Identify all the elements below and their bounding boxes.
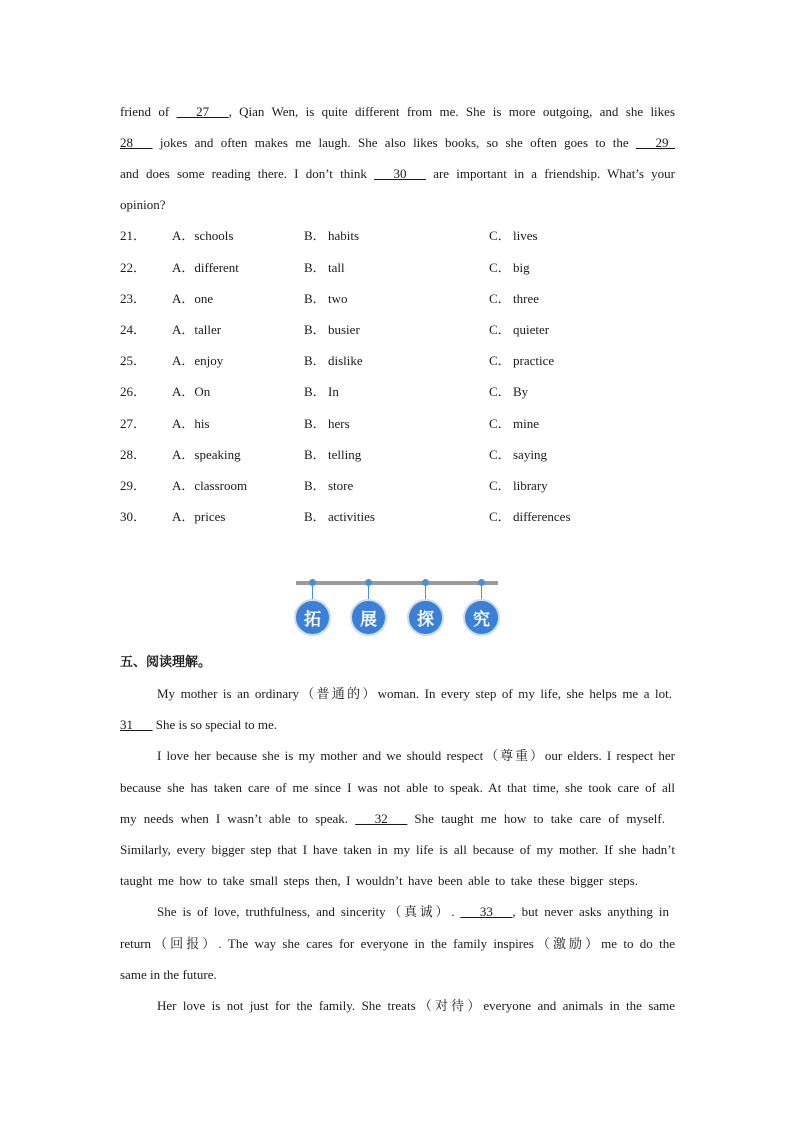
option-b: tall	[328, 260, 345, 275]
option-c: quieter	[513, 322, 550, 337]
option-a: A．speaking	[172, 447, 241, 462]
option-b-letter: B．	[304, 322, 326, 337]
option-c-letter: C．	[489, 509, 511, 524]
question-row	[120, 447, 680, 463]
option-c-letter: C．	[489, 260, 511, 275]
option-c: lives	[513, 228, 538, 243]
option-b: dislike	[328, 353, 363, 368]
blank-27: ___27___	[176, 104, 229, 119]
blank-32: ___32___	[355, 811, 408, 826]
blank-33: ___33___	[460, 904, 513, 919]
passage-line: 31___ She is so special to me.	[120, 717, 278, 732]
passage-line: taught me how to take small steps then, I wouldn’t have been able to take these bigger steps.	[120, 873, 638, 888]
option-b-letter: B．	[304, 447, 326, 462]
option-a: A．enjoy	[172, 353, 224, 368]
option-c-letter: C．	[489, 322, 511, 337]
option-b: telling	[328, 447, 362, 462]
option-b-letter: B．	[304, 260, 326, 275]
option-c: three	[513, 291, 539, 306]
option-b: In	[328, 384, 339, 399]
passage-line: Similarly, every bigger step that I have taken in my life is all because of my mother. If she hadn’t	[120, 842, 675, 857]
blank-31: 31___	[120, 717, 153, 732]
option-c: differences	[513, 509, 571, 524]
blank-29: ___29_	[636, 135, 675, 150]
question-row	[120, 322, 680, 338]
question-number: 22．	[120, 260, 147, 275]
option-b-letter: B．	[304, 228, 326, 243]
option-b-letter: B．	[304, 384, 326, 399]
banner-stem	[368, 586, 369, 600]
blank-28: 28___	[120, 135, 153, 150]
passage-line: because she has taken care of me since I was not able to speak. At that time, she took care of all	[120, 780, 675, 795]
question-number: 28．	[120, 447, 147, 462]
passage-line: My mother is an ordinary（普通的）woman. In every step of my life, she helps me a lot.	[157, 686, 672, 701]
banner-char: 探	[407, 599, 444, 636]
option-c: practice	[513, 353, 555, 368]
question-row	[120, 384, 680, 400]
question-row	[120, 509, 680, 525]
question-number: 30．	[120, 509, 147, 524]
passage-line: opinion?	[120, 197, 166, 212]
option-c-letter: C．	[489, 353, 511, 368]
question-number: 27．	[120, 416, 147, 431]
passage-line: friend of ___27___, Qian Wen, is quite different from me. She is more outgoing, and she likes	[120, 104, 675, 119]
passage-line: my needs when I wasn’t able to speak. ___32___ She taught me how to take care of myself.	[120, 811, 666, 826]
option-a: A．one	[172, 291, 214, 306]
passage-line: return（回报）. The way she cares for everyone in the family inspires（激励）me to do the	[120, 936, 675, 951]
option-b-letter: B．	[304, 291, 326, 306]
option-c-letter: C．	[489, 291, 511, 306]
question-number: 23．	[120, 291, 147, 306]
banner-char: 究	[463, 599, 500, 636]
option-a: A．taller	[172, 322, 222, 337]
question-number: 25．	[120, 353, 147, 368]
blank-30: ___30___	[374, 166, 427, 181]
passage-line: She is of love, truthfulness, and sincerity（真诚）. ___33___, but never asks anything in	[157, 904, 669, 919]
option-c: big	[513, 260, 530, 275]
banner-stem	[481, 586, 482, 600]
question-number: 29．	[120, 478, 147, 493]
option-b-letter: B．	[304, 353, 326, 368]
option-a: A．his	[172, 416, 210, 431]
option-b: busier	[328, 322, 360, 337]
question-number: 26．	[120, 384, 147, 399]
banner-bar	[296, 581, 498, 585]
option-a: A．prices	[172, 509, 226, 524]
passage-line: and does some reading there. I don’t think ___30___ are important in a friendship. What’s your	[120, 166, 675, 181]
banner-dot-icon	[422, 579, 429, 586]
passage-line: Her love is not just for the family. She treats（对待）everyone and animals in the same	[157, 998, 675, 1013]
question-row	[120, 260, 680, 276]
option-c-letter: C．	[489, 228, 511, 243]
question-row	[120, 228, 680, 244]
option-a: A．On	[172, 384, 211, 399]
option-c-letter: C．	[489, 384, 511, 399]
option-b: activities	[328, 509, 375, 524]
option-b: hers	[328, 416, 350, 431]
question-number: 21．	[120, 228, 147, 243]
option-c: saying	[513, 447, 547, 462]
question-row	[120, 416, 680, 432]
section-banner	[296, 578, 498, 636]
option-c-letter: C．	[489, 416, 511, 431]
option-b-letter: B．	[304, 416, 326, 431]
option-c-letter: C．	[489, 447, 511, 462]
option-c: library	[513, 478, 548, 493]
option-b-letter: B．	[304, 509, 326, 524]
option-c: By	[513, 384, 529, 399]
question-number: 24．	[120, 322, 147, 337]
section-heading: 五、阅读理解。	[120, 655, 212, 670]
passage-line: 28___ jokes and often makes me laugh. She also likes books, so she often goes to the ___29_	[120, 135, 675, 150]
option-b: two	[328, 291, 348, 306]
banner-dot-icon	[365, 579, 372, 586]
question-row	[120, 291, 680, 307]
banner-stem	[312, 586, 313, 600]
option-c: mine	[513, 416, 539, 431]
passage-line: I love her because she is my mother and we should respect（尊重）our elders. I respect her	[157, 748, 675, 763]
banner-dot-icon	[309, 579, 316, 586]
option-b: store	[328, 478, 354, 493]
option-b: habits	[328, 228, 360, 243]
banner-char: 拓	[294, 599, 331, 636]
question-row	[120, 478, 680, 494]
option-a: A．different	[172, 260, 239, 275]
banner-char: 展	[350, 599, 387, 636]
passage-line: same in the future.	[120, 967, 217, 982]
option-a: A．schools	[172, 228, 234, 243]
option-a: A．classroom	[172, 478, 248, 493]
option-c-letter: C．	[489, 478, 511, 493]
option-b-letter: B．	[304, 478, 326, 493]
question-row	[120, 353, 680, 369]
banner-dot-icon	[478, 579, 485, 586]
banner-stem	[425, 586, 426, 600]
